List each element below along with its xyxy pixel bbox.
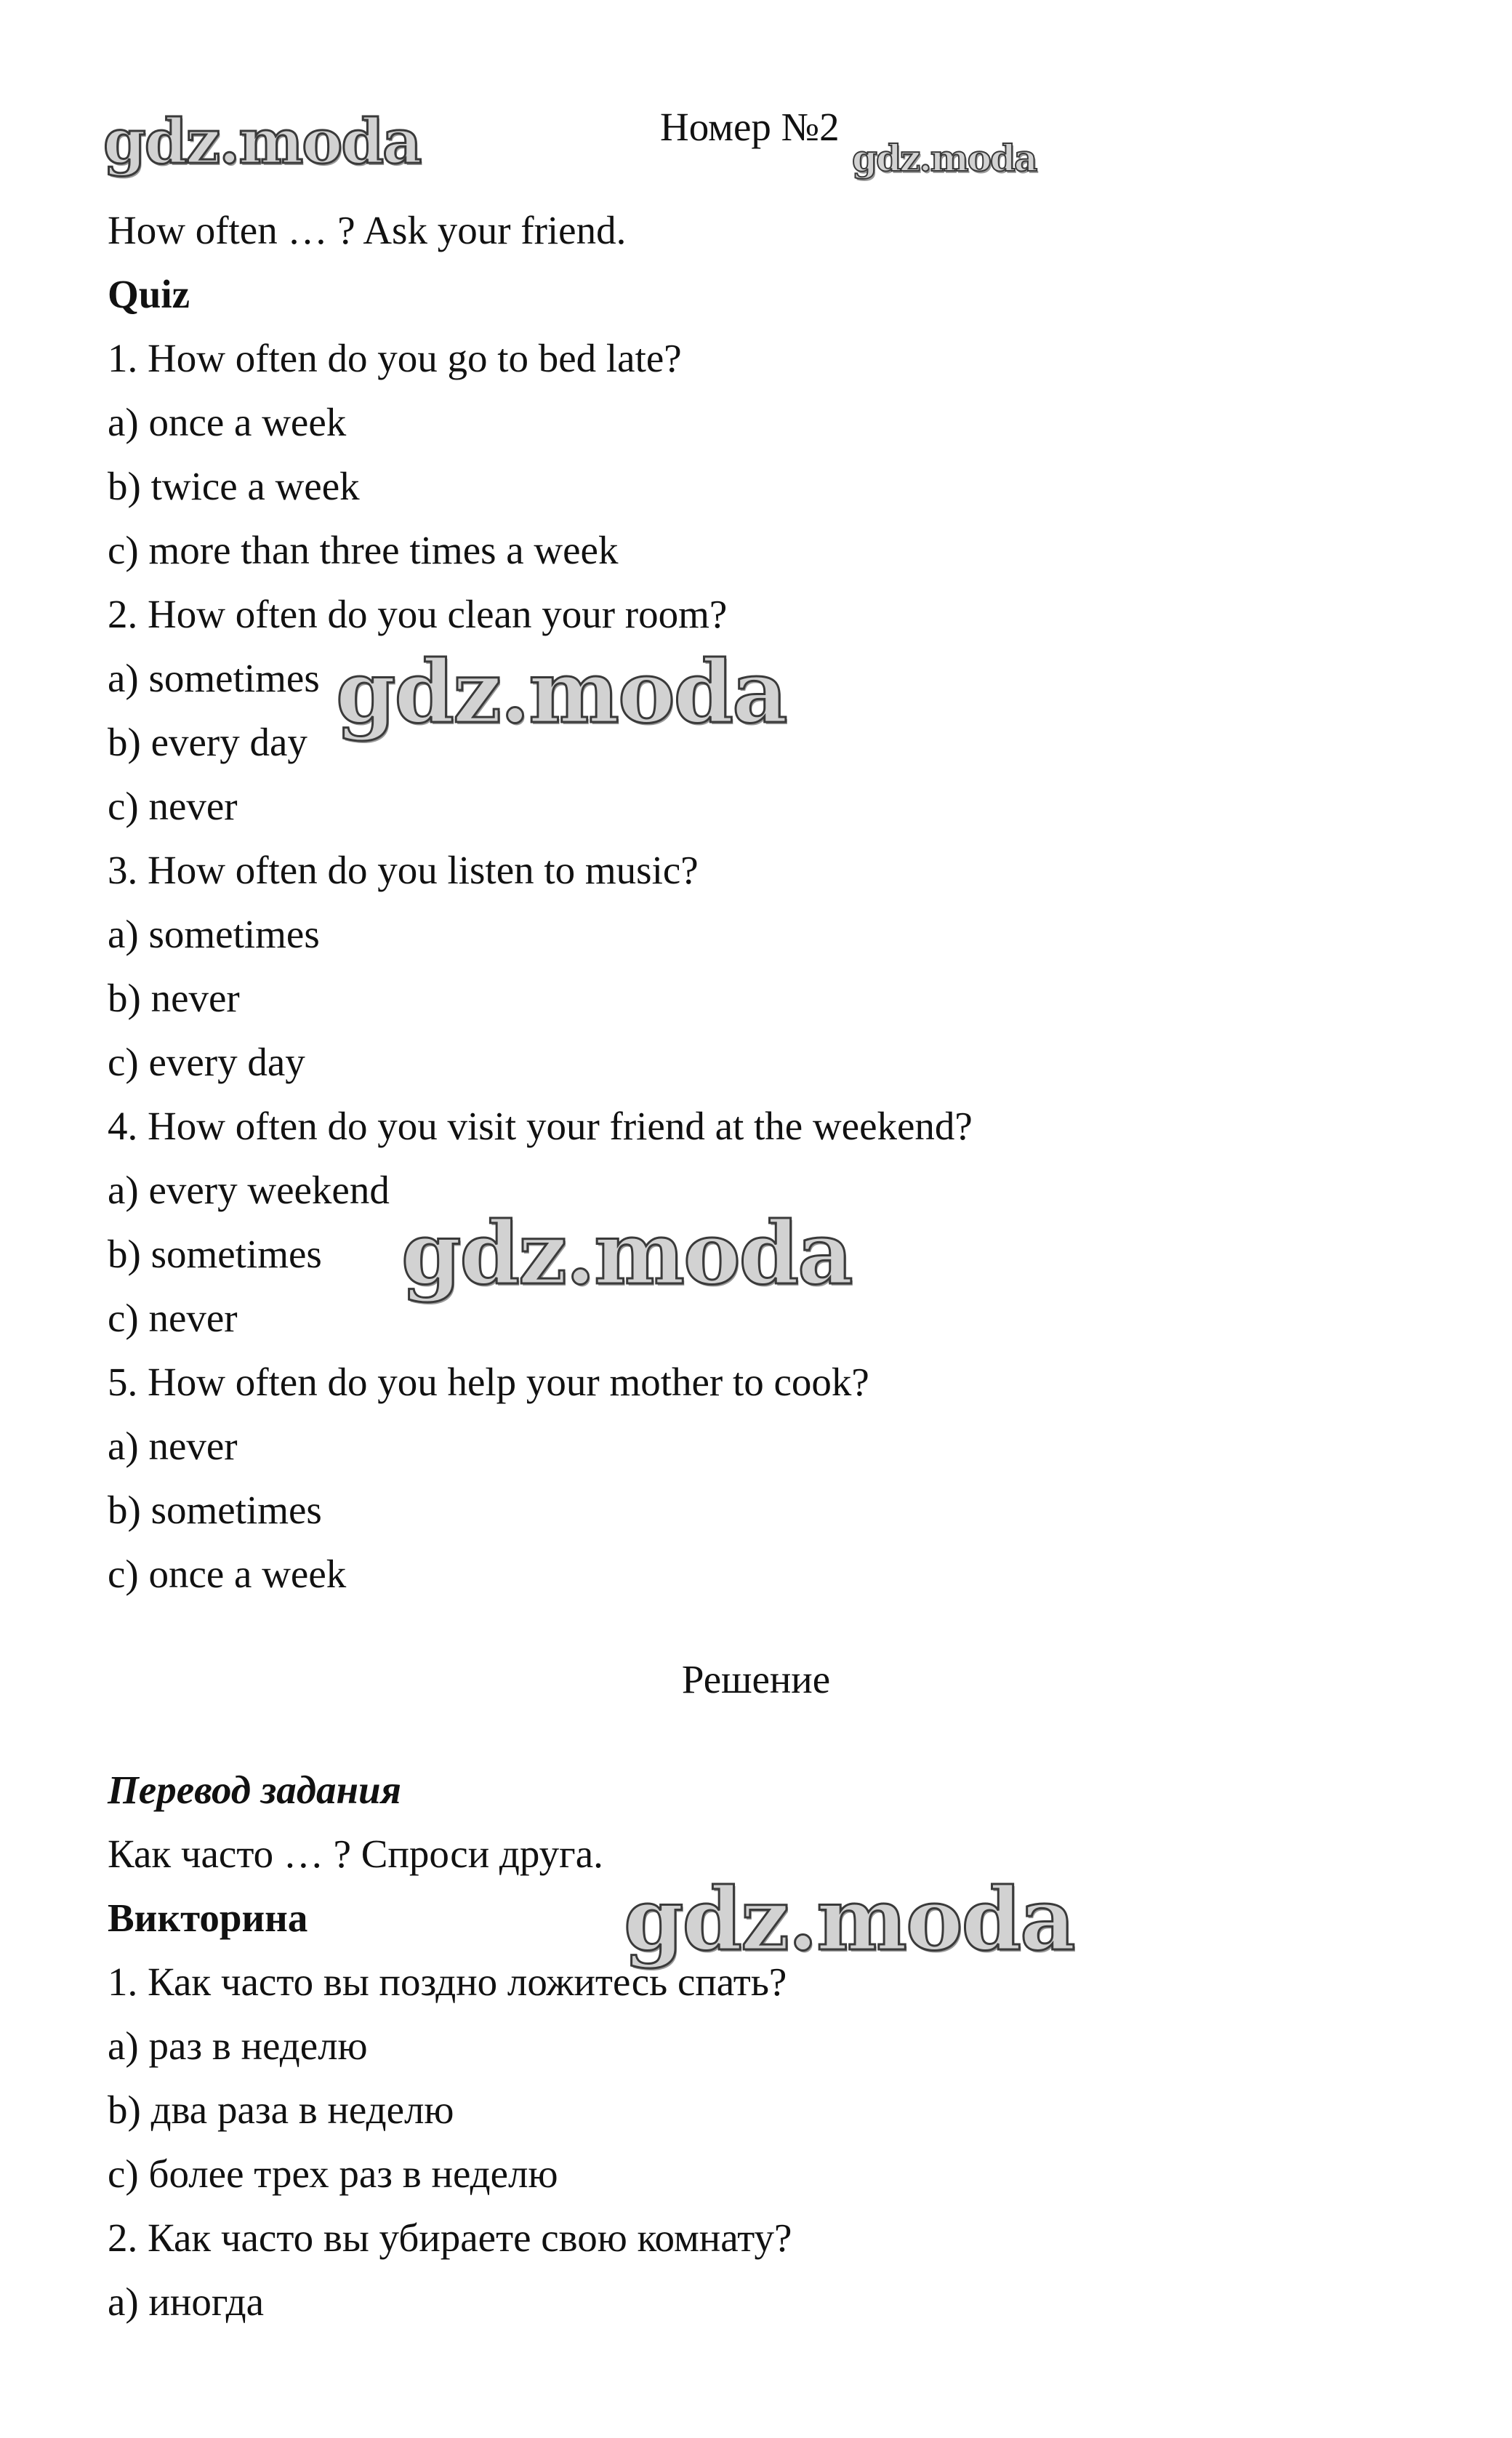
- watermark-logo: gdz.moda: [624, 1869, 1074, 1970]
- answer-option: c) more than three times a week: [108, 528, 619, 572]
- translation-heading: Перевод задания: [108, 1768, 401, 1812]
- answer-option: b) never: [108, 976, 240, 1020]
- task-instruction-ru: Как часто … ? Спроси друга.: [108, 1832, 603, 1876]
- answer-option: a) sometimes: [108, 656, 320, 700]
- answer-option-ru: a) раз в неделю: [108, 2024, 368, 2068]
- answer-option: b) sometimes: [108, 1232, 322, 1276]
- answer-option: c) once a week: [108, 1552, 347, 1596]
- answer-option: b) twice a week: [108, 464, 360, 508]
- answer-option: a) sometimes: [108, 912, 320, 956]
- answer-option: a) every weekend: [108, 1168, 390, 1212]
- answer-option: a) once a week: [108, 400, 347, 444]
- answer-option-ru: a) иногда: [108, 2279, 265, 2324]
- solution-heading: Решение: [681, 1657, 831, 1701]
- answer-option: a) never: [108, 1424, 238, 1468]
- question-text: 3. How often do you listen to music?: [108, 848, 699, 892]
- question-text: 5. How often do you help your mother to cook?: [108, 1360, 869, 1404]
- answer-option: b) every day: [108, 720, 307, 764]
- question-text-ru: 2. Как часто вы убираете свою комнату?: [108, 2216, 792, 2260]
- question-text: 2. How often do you clean your room?: [108, 592, 728, 636]
- quiz-heading-ru: Викторина: [108, 1896, 308, 1940]
- answer-option: c) every day: [108, 1040, 305, 1084]
- page-number-title: Номер №2: [660, 105, 840, 149]
- answer-option: c) never: [108, 1296, 238, 1340]
- quiz-heading: Quiz: [108, 272, 190, 316]
- answer-option: c) never: [108, 784, 238, 828]
- watermark-logo: gdz.moda: [852, 137, 1037, 180]
- task-instruction: How often … ? Ask your friend.: [108, 208, 627, 252]
- answer-option: b) sometimes: [108, 1488, 322, 1532]
- question-text: 1. How often do you go to bed late?: [108, 336, 682, 380]
- question-text-ru: 1. Как часто вы поздно ложитесь спать?: [108, 1960, 787, 2004]
- watermark-logo: gdz.moda: [401, 1203, 852, 1304]
- watermark-logo: gdz.moda: [103, 105, 421, 177]
- watermark-logo: gdz.moda: [336, 641, 787, 742]
- question-text: 4. How often do you visit your friend at the weekend?: [108, 1104, 973, 1148]
- answer-option-ru: b) два раза в неделю: [108, 2088, 454, 2132]
- answer-option-ru: c) более трех раз в неделю: [108, 2152, 558, 2196]
